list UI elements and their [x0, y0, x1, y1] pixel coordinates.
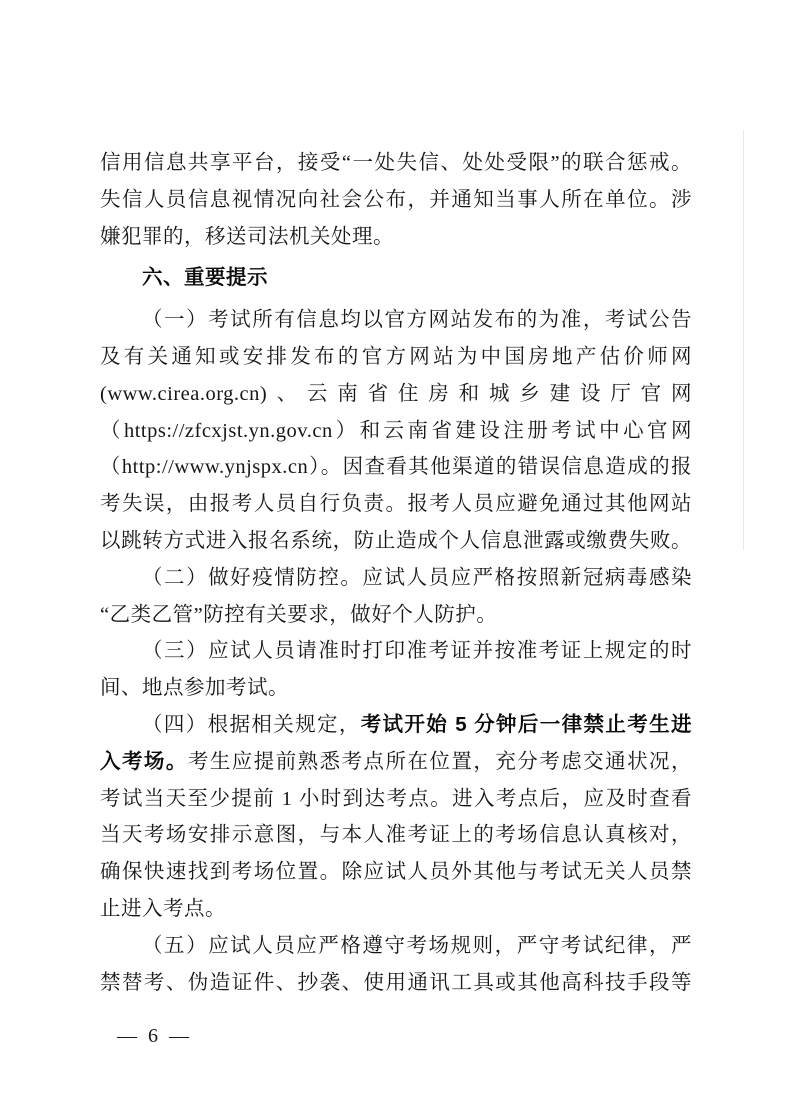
- body-line: 及有关通知或安排发布的官方网站为中国房地产估价师网: [100, 345, 692, 368]
- scan-edge-artifact: [743, 130, 744, 550]
- section-heading-important-notes: 六、重要提示: [142, 266, 268, 290]
- body-line: 止进入考点。: [100, 897, 226, 920]
- page-number: — 6 —: [117, 1025, 192, 1047]
- body-line-mixed: [100, 744, 692, 781]
- body-line: （五）应试人员应严格遵守考场规则，严守考试纪律，严: [142, 934, 692, 957]
- text-bold-warning: 考试开始 5 分钟后一律禁止考生进: [360, 712, 693, 736]
- body-line: 嫌犯罪的，移送司法机关处理。: [100, 225, 394, 248]
- body-line: 考试当天至少提前 1 小时到达考点。进入考点后，应及时查看: [100, 787, 692, 810]
- body-line: 当天考场安排示意图，与本人准考证上的考场信息认真核对，: [100, 824, 692, 847]
- body-line: （二）做好疫情防控。应试人员应严格按照新冠病毒感染: [142, 566, 692, 589]
- body-line: （一）考试所有信息均以官方网站发布的为准，考试公告: [142, 309, 692, 332]
- body-line-url-cirea: (www.cirea.org.cn)、云南省住房和城乡建设厅官网: [100, 382, 692, 405]
- text-bold-warning: 入考场。: [100, 749, 188, 773]
- body-line-mixed: [100, 707, 692, 744]
- text-regular: 考生应提前熟悉考点所在位置，充分考虑交通状况，: [187, 750, 693, 773]
- body-line: 考失误，由报考人员自行负责。报考人员应避免通过其他网站: [100, 493, 692, 516]
- body-line: 以跳转方式进入报名系统，防止造成个人信息泄露或缴费失败。: [100, 529, 692, 552]
- document-body: [100, 145, 692, 1001]
- body-line: 失信人员信息视情况向社会公布，并通知当事人所在单位。涉: [100, 188, 692, 211]
- body-line-url-zfcxjst: （https://zfcxjst.yn.gov.cn）和云南省建设注册考试中心官网: [100, 419, 692, 442]
- body-line: 间、地点参加考试。: [100, 677, 289, 700]
- text-regular: （四）根据相关规定，: [142, 713, 361, 736]
- body-line: 禁替考、伪造证件、抄袭、使用通讯工具或其他高科技手段等: [100, 971, 692, 994]
- body-line-url-ynjspx: （http://www.ynjspx.cn）。因查看其他渠道的错误信息造成的报: [100, 456, 692, 479]
- body-line: “乙类乙管”防控有关要求，做好个人防护。: [100, 603, 498, 626]
- body-line: （三）应试人员请准时打印准考证并按准考证上规定的时: [142, 640, 692, 663]
- body-line: 确保快速找到考场位置。除应试人员外其他与考试无关人员禁: [100, 861, 692, 884]
- body-line: 信用信息共享平台，接受“一处失信、处处受限”的联合惩戒。: [100, 152, 692, 174]
